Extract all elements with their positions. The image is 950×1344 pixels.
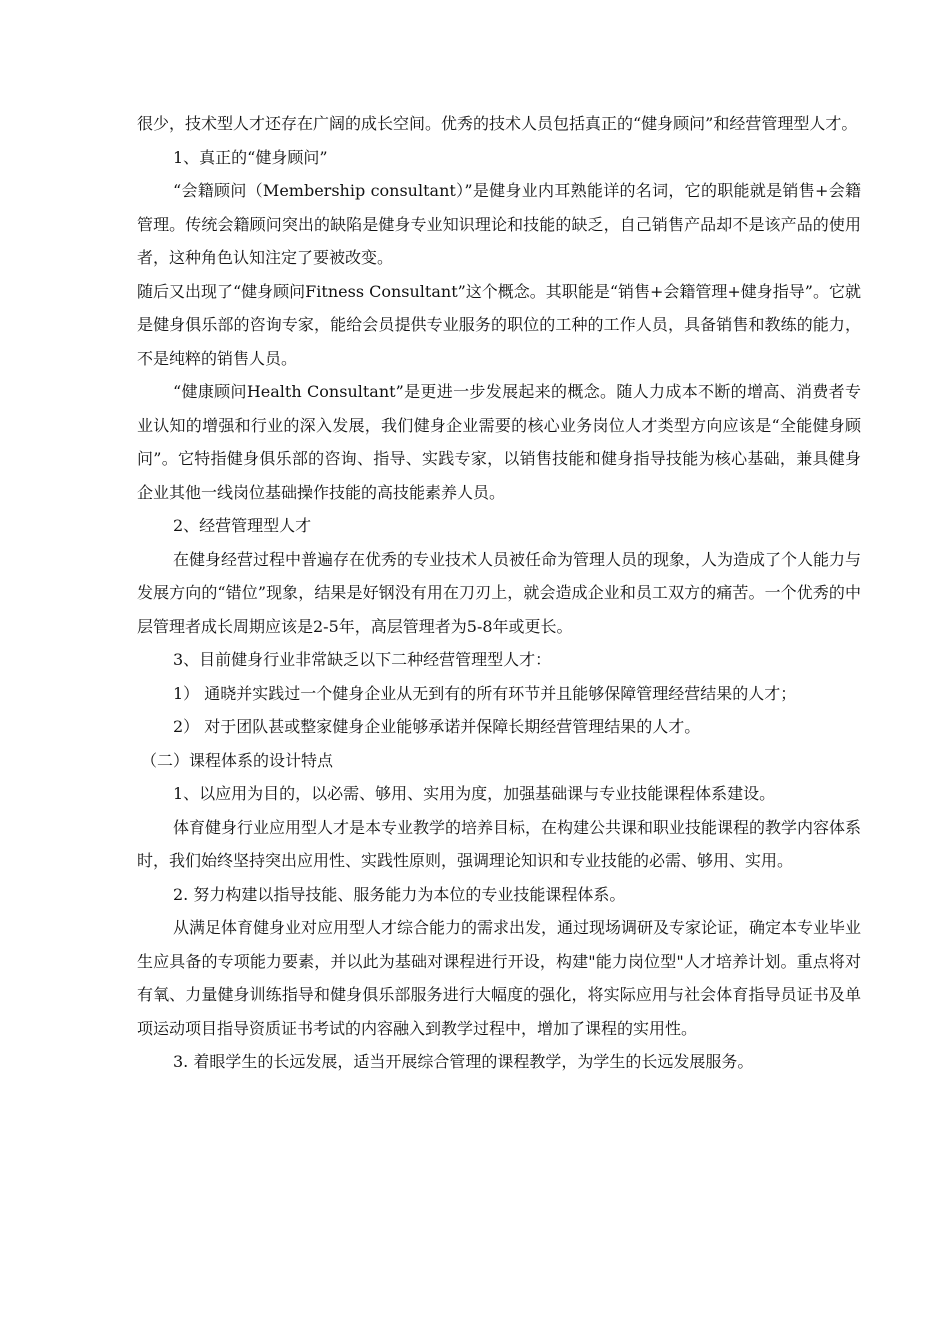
heading-fitness-consultant: 1、真正的“健身顾问” [173,147,328,167]
section-heading-curriculum: （二）课程体系的设计特点 [141,750,334,770]
heading-skill-system: 2. 努力构建以指导技能、服务能力为本位的专业技能课程体系。 [173,884,626,904]
paragraph-management-issue: 在健身经营过程中普遍存在优秀的专业技术人员被任命为管理人员的现象，人为造成了个人能力与发展方向的“错位”现象，结果是好钢没有用在刀刃上，就会造成企业和员工双方的痛苦。一个优秀的中层管理者成长周期应该是2-5年，高层管理者为5-8年或更长。 [137,549,862,636]
paragraph-fitness-consultant: 随后又出现了“健身顾问Fitness Consultant”这个概念。其职能是“销售+会籍管理+健身指导”。它就是健身俱乐部的咨询专家，能给会员提供专业服务的职位的工种的工作人员，具备销售和教练的能力，不是纯粹的销售人员。 [137,281,861,368]
heading-application-oriented: 1、以应用为目的，以必需、够用、实用为度，加强基础课与专业技能课程体系建设。 [173,784,776,803]
list-item-1: 1） 通晓并实践过一个健身企业从无到有的所有环节并且能够保障管理经营结果的人才； [173,683,797,703]
document-page [137,107,861,1079]
paragraph-application-oriented: 体育健身行业应用型人才是本专业教学的培养目标，在构建公共课和职业技能课程的教学内容体系时，我们始终坚持突出应用性、实践性原则，强调理论知识和专业技能的必需、够用、实用。 [137,817,862,870]
paragraph-continuation: 很少，技术型人才还存在广阔的成长空间。优秀的技术人员包括真正的“健身顾问”和经营管理型人才。 [137,114,858,133]
heading-management-talent: 2、经营管理型人才 [173,516,312,535]
paragraph-skill-system: 从满足体育健身业对应用型人才综合能力的需求出发，通过现场调研及专家论证，确定本专业毕业生应具备的专项能力要素，并以此为基础对课程进行开设，构建"能力岗位型"人才培养计划。重点将对有氧、力量健身训练指导和健身俱乐部服务进行大幅度的强化，将实际应用与社会体育指导员证书及单项运动项目指导资质证书考试的内容融入到教学过程中，增加了课程的实用性。 [137,918,862,1038]
paragraph-membership-consultant: “会籍顾问（Membership consultant）”是健身业内耳熟能详的名词，它的职能就是销售+会籍管理。传统会籍顾问突出的缺陷是健身专业知识理论和技能的缺乏，自己销售产品却不是该产品的使用者，这种角色认知注定了要被改变。 [137,181,861,267]
heading-talent-shortage: 3、目前健身行业非常缺乏以下二种经营管理型人才： [173,650,552,669]
paragraph-health-consultant: “健康顾问Health Consultant”是更进一步发展起来的概念。随人力成本不断的增高、消费者专业认知的增强和行业的深入发展，我们健身企业需要的核心业务岗位人才类型方向应该是“全能健身顾问”。它特指健身俱乐部的咨询、指导、实践专家，以销售技能和健身指导技能为核心基础，兼具健身企业其他一线岗位基础操作技能的高技能素养人员。 [137,382,861,502]
list-item-2: 2） 对于团队甚或整家健身企业能够承诺并保障长期经营管理结果的人才。 [173,717,701,736]
heading-long-term-development: 3. 着眼学生的长远发展，适当开展综合管理的课程教学，为学生的长远发展服务。 [173,1052,754,1071]
